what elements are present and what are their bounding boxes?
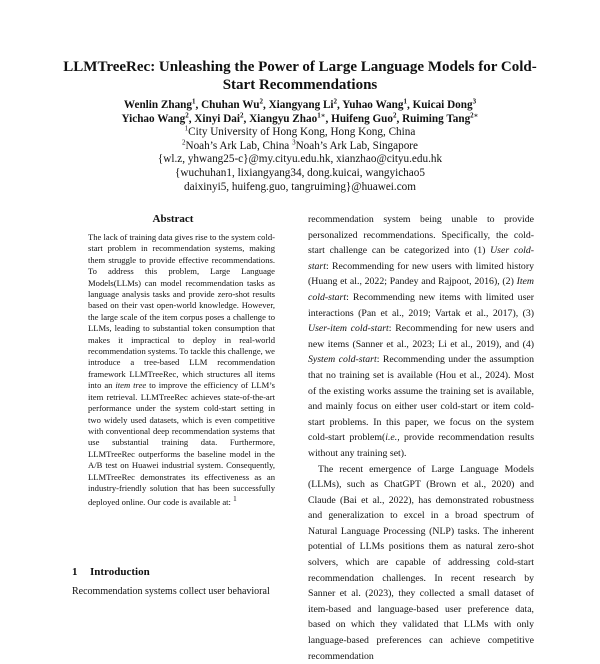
author-affiliation-mark: 1∗ [317, 111, 325, 119]
abstract-heading: Abstract [70, 213, 276, 225]
affiliation-mark: 1 [185, 124, 189, 132]
separator: , [407, 99, 413, 111]
separator: , [263, 99, 269, 111]
right-column-text [308, 212, 534, 600]
affiliation-text: Noah’s Ark Lab, China [186, 140, 290, 152]
author-line-1 [60, 99, 540, 113]
separator: , [396, 113, 402, 125]
author-name: Xiangyu Zhao [249, 113, 317, 125]
paragraph [308, 212, 534, 462]
text-run: : Recommending under the assumption that no training set is available (Hou et al., 2024). Most of the existing works assume the training set is available, and mainly focus on either user cold-start or item cold-start problems. In this paper, we focus on the system cold-start problem( [308, 354, 534, 443]
abstract-text-part: The lack of training data gives rise to the system cold-start problem in recommendation systems, making them struggle to provide effective recommendations. To address this problem, Large Language Models(LLMs) can model recommendation tasks as language analysis tasks and provide zero-shot results based on their vast open-world knowledge. However, the large scale of the item corpus poses a challenge to LLMs, leading to substantial token consumption that makes it impractical to deploy in real-world recommendation systems. To tackle this challenge, we introduce a tree-based LLM recommendation framework LLMTreeRec, which structures all items into an [88, 232, 275, 390]
affiliation-line-2 [60, 140, 540, 154]
separator: , [196, 99, 202, 111]
affiliation-line-1 [60, 126, 540, 140]
separator: , [244, 113, 250, 125]
author-affiliation-mark: 3 [473, 97, 477, 105]
author-affiliation-mark: 1 [192, 97, 196, 105]
author-name: Yuhao Wang [342, 99, 403, 111]
text-run: provide recommendation results without any training set). [308, 432, 534, 459]
author-affiliation-mark: 2 [334, 97, 338, 105]
author-affiliation-mark: 2 [259, 97, 263, 105]
author-name: Yichao Wang [121, 113, 185, 125]
emphasis: User-item cold-start [308, 323, 389, 334]
section-number: 1 [72, 566, 90, 578]
abstract-emphasis: item tree [115, 380, 146, 390]
email-line-3: daixinyi5, huifeng.guo, tangruiming}@huawei.com [60, 181, 540, 195]
author-affiliation-mark: 2 [393, 111, 397, 119]
author-line-2 [60, 113, 540, 127]
abstract-text [88, 232, 275, 509]
author-name: Kuicai Dong [413, 99, 473, 111]
text-run: : Recommending for new users with limited history (Huang et al., 2022; Pandey and Rajpoot, 2016), (2) [308, 261, 534, 288]
separator: , [337, 99, 342, 111]
author-affiliation-mark: 2 [185, 111, 189, 119]
author-block [60, 99, 540, 194]
author-name: Xinyi Dai [194, 113, 240, 125]
author-affiliation-mark: 2 [240, 111, 244, 119]
affiliation-text: Noah’s Ark Lab, Singapore [296, 140, 418, 152]
author-name: Huifeng Guo [331, 113, 393, 125]
text-run: : Recommending new items with limited user interactions (Pan et al., 2019; Vartak et al., 2017), (3) [308, 292, 534, 319]
emphasis: Item cold-start [308, 276, 534, 303]
separator: , [326, 113, 332, 125]
text-run: : Recommending for new users and new items (Sanner et al., 2023; Li et al., 2019), and (4) [308, 323, 534, 350]
abstract-text-part: to improve the efficiency of LLM’s item retrieval. LLMTreeRec achieves state-of-the-art performance under the system cold-start setting in two widely used datasets, which is even competitive with conventional deep recommendation systems that use substantial training data. Furthermore, LLMTreeRec outperforms the baseline model in the A/B test on Huawei industrial system. Consequently, LLMTreeRec demonstrates its effectiveness as an industry-friendly solution that has been successfully deployed online. Our code is available at: [88, 380, 275, 507]
author-name: Wenlin Zhang [124, 99, 192, 111]
email-line-2: {wuchuhan1, lixiangyang34, dong.kuicai, wangyichao5 [60, 167, 540, 181]
paper-title: LLMTreeRec: Unleashing the Power of Large Language Models for Cold-Start Recommendations [60, 58, 540, 94]
section-heading-introduction [72, 566, 292, 578]
footnote-mark[interactable]: 1 [233, 495, 237, 503]
affiliation-text: City University of Hong Kong, Hong Kong, China [188, 126, 415, 138]
paragraph: The recent emergence of Large Language Models (LLMs), such as ChatGPT (Brown et al., 2020) and Claude (Bai et al., 2022), has demonstrated robustness and generalization to excel in a broad spectrum of Natural Language Processing (NLP) tasks. The inherent potential of LLMs positions them as natural zero-shot solvers, which are capable of addressing cold-start recommendation challenges. In recent research by Sanner et al. (2023), they collected a small dataset of item-based and language-based user preference data, based on which they validated that LLMs with only language-based preferences can achieve competitive recommendation [308, 462, 534, 664]
email-line-1: {wl.z, yhwang25-c}@my.cityu.edu.hk, xianzhao@cityu.edu.hk [60, 153, 540, 167]
author-name: Ruiming Tang [402, 113, 470, 125]
author-affiliation-mark: 2∗ [470, 111, 478, 119]
author-name: Xiangyang Li [269, 99, 334, 111]
separator: , [189, 113, 195, 125]
affiliation-mark: 3 [292, 138, 296, 146]
author-affiliation-mark: 1 [403, 97, 407, 105]
emphasis: System cold-start [308, 354, 377, 365]
text-run: recommendation system being unable to provide personalized recommendations. Specifically, the cold-start challenge can be categorized into (1) [308, 214, 534, 256]
emphasis: i.e., [385, 432, 399, 443]
affiliation-mark: 2 [182, 138, 186, 146]
emphasis: User cold-start [308, 245, 534, 272]
author-name: Chuhan Wu [201, 99, 259, 111]
introduction-first-line: Recommendation systems collect user behavioral [72, 585, 294, 598]
section-title: Introduction [90, 566, 150, 578]
